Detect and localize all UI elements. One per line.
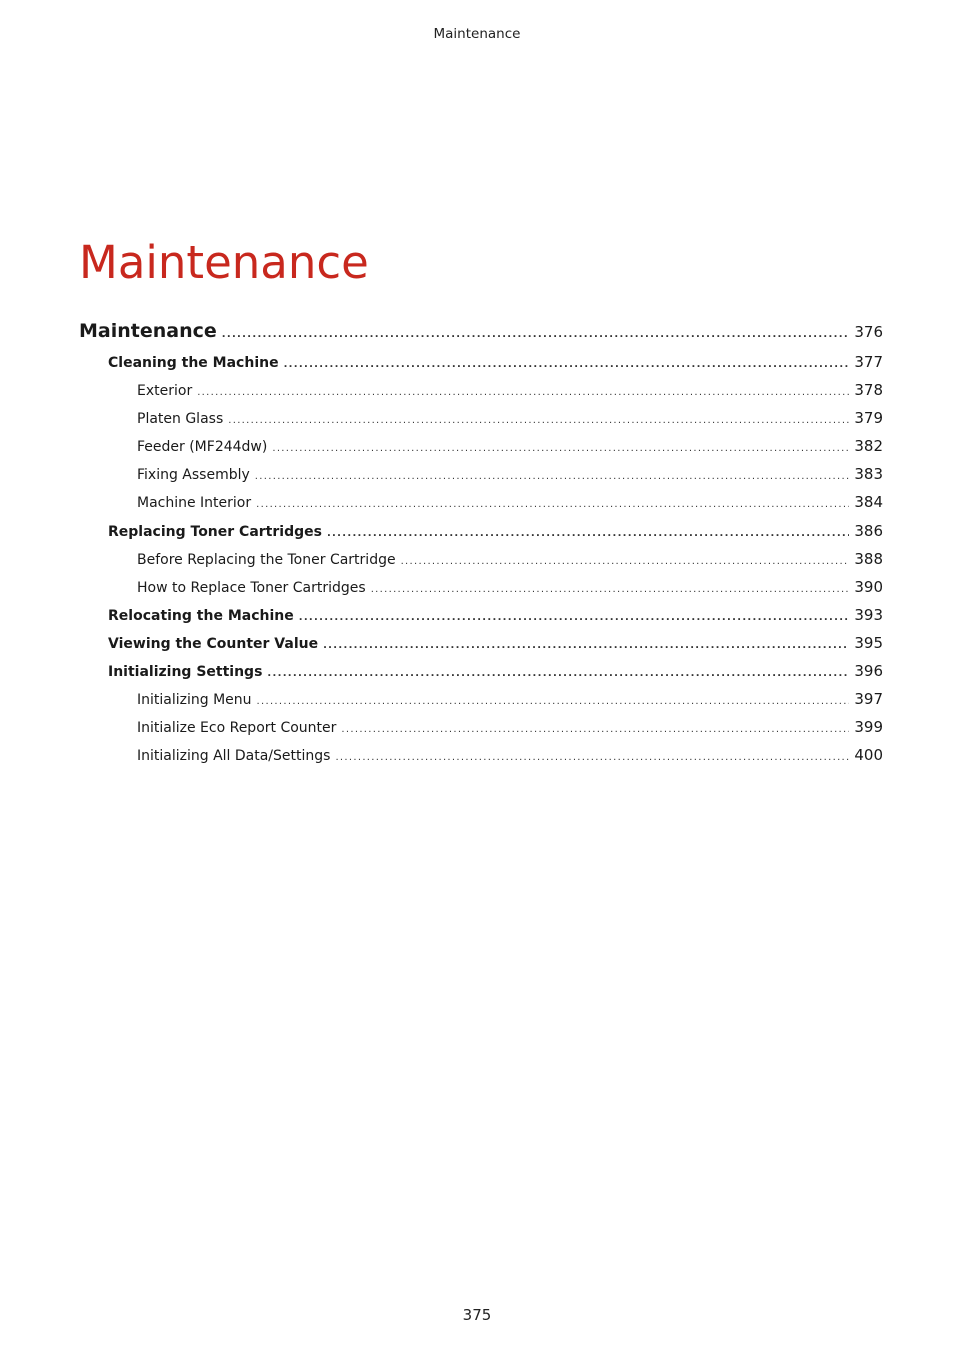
running-header: Maintenance [433, 26, 521, 42]
toc-entry-page: 400 [854, 746, 883, 764]
toc-entry-page: 397 [854, 690, 883, 708]
toc-leader-dots [371, 584, 850, 595]
toc-leader-dots [284, 359, 850, 370]
toc-leader-dots [222, 329, 850, 340]
toc-entry-machine-interior[interactable] [137, 493, 883, 511]
toc-entry-label: Initialize Eco Report Counter [137, 720, 337, 736]
toc-entry-page: 376 [854, 323, 883, 341]
toc-entry-label: Fixing Assembly [137, 467, 250, 483]
toc-leader-dots [228, 415, 849, 426]
toc-entry-label: Before Replacing the Toner Cartridge [137, 552, 396, 568]
toc-entry-page: 386 [854, 522, 883, 540]
toc-leader-dots [323, 640, 849, 651]
toc-entry-page: 399 [854, 718, 883, 736]
toc-entry-initializing-all-data[interactable] [137, 746, 883, 764]
toc-entry-label: Relocating the Machine [108, 608, 294, 624]
toc-leader-dots [299, 612, 850, 623]
toc-entry-page: 379 [854, 409, 883, 427]
toc-entry-page: 395 [854, 634, 883, 652]
toc-entry-label: Initializing Settings [108, 664, 263, 680]
toc-entry-feeder[interactable] [137, 437, 883, 455]
toc-leader-dots [197, 387, 849, 398]
toc-entry-initializing-menu[interactable] [137, 690, 883, 708]
toc-leader-dots [327, 528, 849, 539]
toc-entry-label: Platen Glass [137, 411, 224, 427]
toc-entry-maintenance[interactable] [79, 320, 883, 342]
toc-entry-replacing-toner-cartridges[interactable] [108, 522, 883, 540]
toc-entry-label: How to Replace Toner Cartridges [137, 580, 366, 596]
toc-entry-label: Initializing Menu [137, 692, 252, 708]
toc-entry-page: 383 [854, 465, 883, 483]
toc-entry-platen-glass[interactable] [137, 409, 883, 427]
toc-leader-dots [256, 499, 849, 510]
toc-entry-initialize-eco-report-counter[interactable] [137, 718, 883, 736]
toc-entry-exterior[interactable] [137, 381, 883, 399]
toc-entry-label: Exterior [137, 383, 193, 399]
toc-entry-page: 382 [854, 437, 883, 455]
toc-entry-label: Machine Interior [137, 495, 252, 511]
toc-entry-how-to-replace-toner[interactable] [137, 578, 883, 596]
toc-entry-cleaning-the-machine[interactable] [108, 353, 883, 371]
toc-entry-page: 384 [854, 493, 883, 511]
toc-entry-page: 396 [854, 662, 883, 680]
toc-entry-page: 377 [854, 353, 883, 371]
toc-entry-label: Viewing the Counter Value [108, 636, 319, 652]
toc-entry-page: 390 [854, 578, 883, 596]
toc-entry-label: Feeder (MF244dw) [137, 439, 268, 455]
toc-leader-dots [255, 471, 850, 482]
toc-entry-relocating-the-machine[interactable] [108, 606, 883, 624]
toc-leader-dots [267, 668, 849, 679]
toc-leader-dots [335, 752, 849, 763]
page-number: 375 [462, 1306, 492, 1324]
toc-entry-page: 393 [854, 606, 883, 624]
toc-entry-label: Initializing All Data/Settings [137, 748, 331, 764]
chapter-title: Maintenance [79, 236, 369, 289]
toc-entry-initializing-settings[interactable] [108, 662, 883, 680]
toc-entry-fixing-assembly[interactable] [137, 465, 883, 483]
toc-leader-dots [272, 443, 849, 454]
toc-leader-dots [257, 696, 850, 707]
toc-entry-label: Cleaning the Machine [108, 355, 279, 371]
toc-leader-dots [401, 556, 850, 567]
toc-entry-page: 378 [854, 381, 883, 399]
toc-entry-page: 388 [854, 550, 883, 568]
toc-leader-dots [341, 724, 849, 735]
toc-entry-viewing-counter-value[interactable] [108, 634, 883, 652]
toc-entry-label: Maintenance [79, 320, 217, 342]
toc-entry-label: Replacing Toner Cartridges [108, 524, 322, 540]
toc-entry-before-replacing-toner[interactable] [137, 550, 883, 568]
